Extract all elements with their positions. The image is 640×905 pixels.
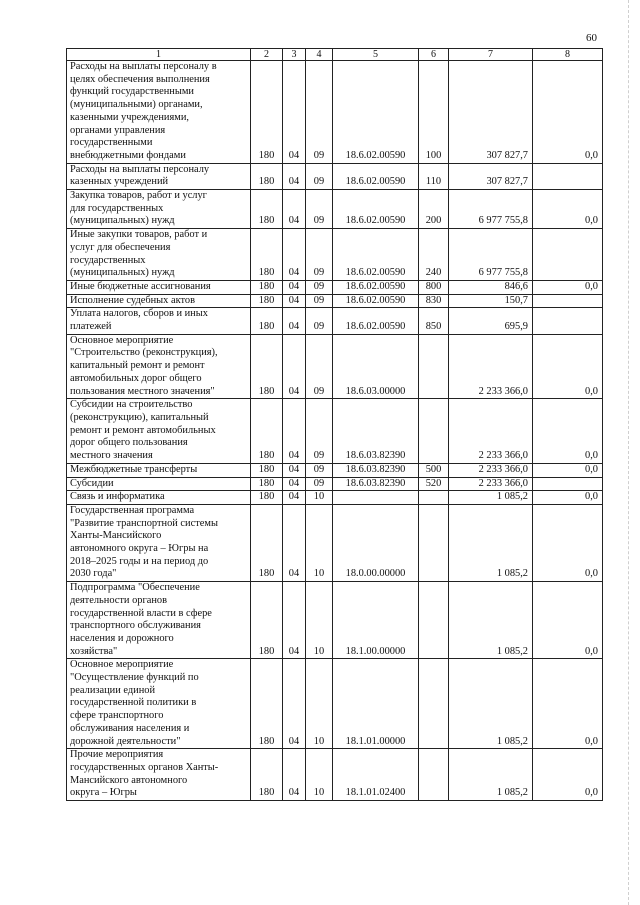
ministry-code-cell: 180: [251, 280, 283, 294]
ministry-code-cell: 180: [251, 659, 283, 749]
column-header-3: 3: [283, 49, 306, 61]
target-article-cell: 18.6.03.82390: [333, 399, 419, 464]
expense-type-cell: 520: [419, 477, 449, 491]
column-header-5: 5: [333, 49, 419, 61]
expense-type-cell: 830: [419, 294, 449, 308]
expense-type-cell: 500: [419, 463, 449, 477]
expense-name-cell: Иные бюджетные ассигнования: [67, 280, 251, 294]
amount-cell: 1 085,2: [449, 491, 533, 505]
section-code-cell: 04: [283, 61, 306, 164]
table-row: [67, 463, 603, 477]
column-header-1: 1: [67, 49, 251, 61]
section-code-cell: 04: [283, 190, 306, 229]
target-article-cell: 18.6.03.82390: [333, 477, 419, 491]
subsection-code-cell: 10: [306, 749, 333, 801]
section-code-cell: 04: [283, 163, 306, 189]
ministry-code-cell: 180: [251, 61, 283, 164]
target-article-cell: 18.6.02.00590: [333, 229, 419, 281]
expense-type-cell: 240: [419, 229, 449, 281]
target-article-cell: 18.6.03.00000: [333, 334, 419, 399]
expense-name-cell: Прочие мероприятия государственных органов Ханты- Мансийского автономного округа – Югры: [67, 749, 251, 801]
federal-amount-cell: 0,0: [533, 280, 603, 294]
ministry-code-cell: 180: [251, 399, 283, 464]
ministry-code-cell: 180: [251, 491, 283, 505]
federal-amount-cell: 0,0: [533, 504, 603, 581]
amount-cell: 846,6: [449, 280, 533, 294]
expense-type-cell: [419, 659, 449, 749]
table-row: [67, 399, 603, 464]
expense-name-cell: Субсидии: [67, 477, 251, 491]
section-code-cell: 04: [283, 504, 306, 581]
federal-amount-cell: [533, 477, 603, 491]
expense-name-cell: Государственная программа "Развитие транспортной системы Ханты-Мансийского автономного округа – Югры на 2018–2025 годы и на период до 2030 года": [67, 504, 251, 581]
section-code-cell: 04: [283, 280, 306, 294]
amount-cell: 307 827,7: [449, 61, 533, 164]
federal-amount-cell: [533, 229, 603, 281]
header-row: [67, 49, 603, 61]
table-row: [67, 659, 603, 749]
ministry-code-cell: 180: [251, 749, 283, 801]
subsection-code-cell: 09: [306, 477, 333, 491]
expense-type-cell: [419, 399, 449, 464]
amount-cell: 2 233 366,0: [449, 463, 533, 477]
section-code-cell: 04: [283, 294, 306, 308]
expense-type-cell: [419, 582, 449, 659]
expense-name-cell: Расходы на выплаты персоналу в целях обеспечения выполнения функций государственными (муниципальными) органами, казенными учреждениями, органами управления государственными внебюджетными фондами: [67, 61, 251, 164]
expense-name-cell: Межбюджетные трансферты: [67, 463, 251, 477]
table-row: [67, 477, 603, 491]
subsection-code-cell: 10: [306, 659, 333, 749]
table-row: [67, 61, 603, 164]
table-row: [67, 308, 603, 334]
expense-type-cell: 850: [419, 308, 449, 334]
subsection-code-cell: 09: [306, 280, 333, 294]
section-code-cell: 04: [283, 477, 306, 491]
federal-amount-cell: 0,0: [533, 491, 603, 505]
expense-name-cell: Связь и информатика: [67, 491, 251, 505]
section-code-cell: 04: [283, 463, 306, 477]
table-row: [67, 163, 603, 189]
expense-name-cell: Основное мероприятие "Осуществление функций по реализации единой государственной политики в сфере транспортного обслуживания населения и дорожной деятельности": [67, 659, 251, 749]
expense-type-cell: 100: [419, 61, 449, 164]
table-row: [67, 749, 603, 801]
target-article-cell: 18.1.01.02400: [333, 749, 419, 801]
expense-type-cell: [419, 334, 449, 399]
target-article-cell: 18.6.02.00590: [333, 163, 419, 189]
amount-cell: 6 977 755,8: [449, 229, 533, 281]
scan-edge-line: [628, 0, 629, 905]
expense-name-cell: Уплата налогов, сборов и иных платежей: [67, 308, 251, 334]
subsection-code-cell: 09: [306, 190, 333, 229]
target-article-cell: 18.0.00.00000: [333, 504, 419, 581]
amount-cell: 695,9: [449, 308, 533, 334]
table-row: [67, 491, 603, 505]
subsection-code-cell: 09: [306, 334, 333, 399]
expense-type-cell: 110: [419, 163, 449, 189]
amount-cell: 150,7: [449, 294, 533, 308]
subsection-code-cell: 09: [306, 308, 333, 334]
ministry-code-cell: 180: [251, 582, 283, 659]
page-number: 60: [586, 32, 597, 44]
amount-cell: 2 233 366,0: [449, 477, 533, 491]
amount-cell: 1 085,2: [449, 749, 533, 801]
budget-table: [66, 48, 603, 801]
target-article-cell: [333, 491, 419, 505]
subsection-code-cell: 09: [306, 163, 333, 189]
target-article-cell: 18.6.02.00590: [333, 61, 419, 164]
table-row: [67, 582, 603, 659]
ministry-code-cell: 180: [251, 463, 283, 477]
expense-name-cell: Расходы на выплаты персоналу казенных учреждений: [67, 163, 251, 189]
section-code-cell: 04: [283, 399, 306, 464]
ministry-code-cell: 180: [251, 334, 283, 399]
expense-name-cell: Закупка товаров, работ и услуг для государственных (муниципальных) нужд: [67, 190, 251, 229]
federal-amount-cell: 0,0: [533, 659, 603, 749]
federal-amount-cell: [533, 294, 603, 308]
expense-type-cell: 200: [419, 190, 449, 229]
amount-cell: 1 085,2: [449, 582, 533, 659]
subsection-code-cell: 09: [306, 61, 333, 164]
target-article-cell: 18.6.02.00590: [333, 190, 419, 229]
expense-name-cell: Субсидии на строительство (реконструкцию), капитальный ремонт и ремонт автомобильных дорог общего пользования местного значения: [67, 399, 251, 464]
column-header-8: 8: [533, 49, 603, 61]
target-article-cell: 18.6.02.00590: [333, 308, 419, 334]
section-code-cell: 04: [283, 229, 306, 281]
subsection-code-cell: 10: [306, 491, 333, 505]
table-row: [67, 280, 603, 294]
subsection-code-cell: 09: [306, 399, 333, 464]
column-header-4: 4: [306, 49, 333, 61]
ministry-code-cell: 180: [251, 504, 283, 581]
table-row: [67, 334, 603, 399]
table-body: [67, 61, 603, 801]
amount-cell: 2 233 366,0: [449, 334, 533, 399]
expense-type-cell: [419, 504, 449, 581]
column-header-6: 6: [419, 49, 449, 61]
federal-amount-cell: [533, 308, 603, 334]
subsection-code-cell: 09: [306, 229, 333, 281]
section-code-cell: 04: [283, 582, 306, 659]
column-header-2: 2: [251, 49, 283, 61]
federal-amount-cell: 0,0: [533, 61, 603, 164]
expense-type-cell: 800: [419, 280, 449, 294]
ministry-code-cell: 180: [251, 294, 283, 308]
amount-cell: 1 085,2: [449, 504, 533, 581]
table-row: [67, 229, 603, 281]
target-article-cell: 18.6.02.00590: [333, 280, 419, 294]
target-article-cell: 18.1.00.00000: [333, 582, 419, 659]
subsection-code-cell: 09: [306, 294, 333, 308]
target-article-cell: 18.1.01.00000: [333, 659, 419, 749]
expense-name-cell: Исполнение судебных актов: [67, 294, 251, 308]
expense-type-cell: [419, 749, 449, 801]
ministry-code-cell: 180: [251, 229, 283, 281]
section-code-cell: 04: [283, 491, 306, 505]
section-code-cell: 04: [283, 334, 306, 399]
amount-cell: 307 827,7: [449, 163, 533, 189]
amount-cell: 6 977 755,8: [449, 190, 533, 229]
table-row: [67, 294, 603, 308]
federal-amount-cell: 0,0: [533, 190, 603, 229]
federal-amount-cell: 0,0: [533, 334, 603, 399]
expense-name-cell: Иные закупки товаров, работ и услуг для обеспечения государственных (муниципальных) нужд: [67, 229, 251, 281]
ministry-code-cell: 180: [251, 163, 283, 189]
amount-cell: 1 085,2: [449, 659, 533, 749]
section-code-cell: 04: [283, 659, 306, 749]
target-article-cell: 18.6.03.82390: [333, 463, 419, 477]
ministry-code-cell: 180: [251, 308, 283, 334]
federal-amount-cell: [533, 163, 603, 189]
amount-cell: 2 233 366,0: [449, 399, 533, 464]
table-row: [67, 190, 603, 229]
section-code-cell: 04: [283, 749, 306, 801]
federal-amount-cell: 0,0: [533, 463, 603, 477]
expense-name-cell: Основное мероприятие "Строительство (реконструкция), капитальный ремонт и ремонт автомобильных дорог общего пользования местного значения": [67, 334, 251, 399]
federal-amount-cell: 0,0: [533, 399, 603, 464]
expense-type-cell: [419, 491, 449, 505]
section-code-cell: 04: [283, 308, 306, 334]
federal-amount-cell: 0,0: [533, 582, 603, 659]
table-row: [67, 504, 603, 581]
subsection-code-cell: 10: [306, 504, 333, 581]
target-article-cell: 18.6.02.00590: [333, 294, 419, 308]
subsection-code-cell: 10: [306, 582, 333, 659]
ministry-code-cell: 180: [251, 477, 283, 491]
federal-amount-cell: 0,0: [533, 749, 603, 801]
expense-name-cell: Подпрограмма "Обеспечение деятельности органов государственной власти в сфере транспортного обслуживания населения и дорожного хозяйства": [67, 582, 251, 659]
column-header-7: 7: [449, 49, 533, 61]
ministry-code-cell: 180: [251, 190, 283, 229]
subsection-code-cell: 09: [306, 463, 333, 477]
